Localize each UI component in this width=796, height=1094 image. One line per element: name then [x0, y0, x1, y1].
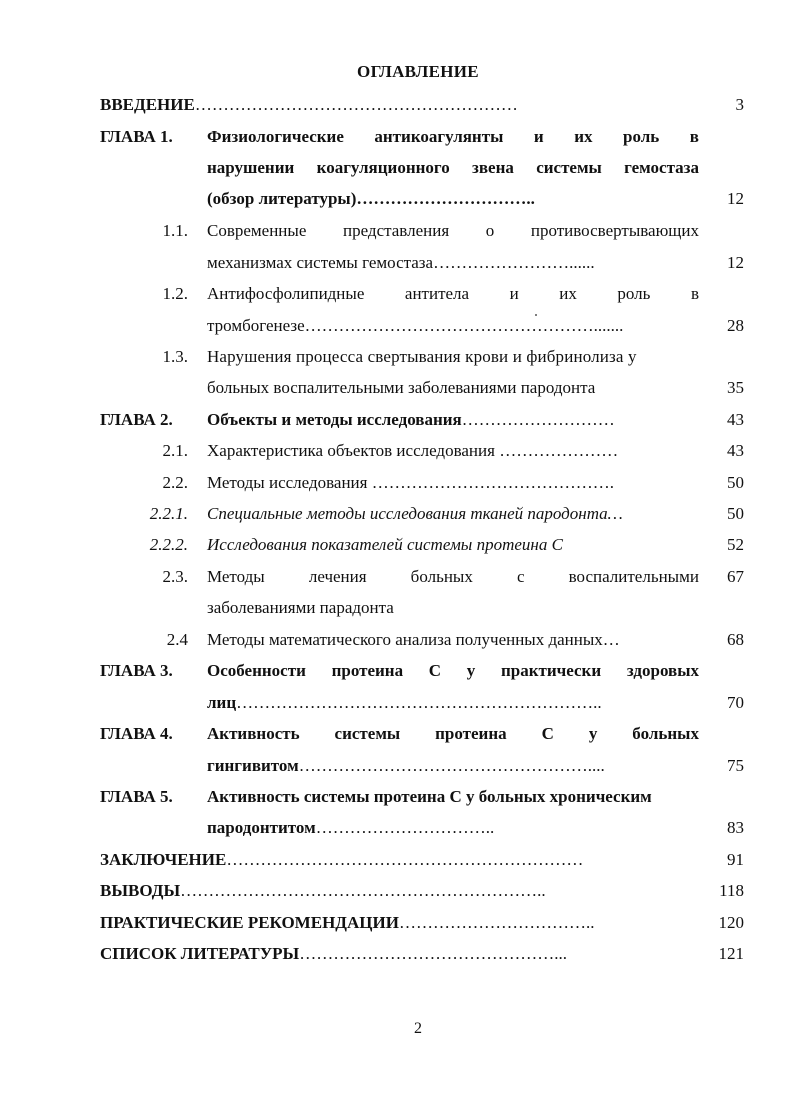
toc-entry-1-3-line-1: Нарушения процесса свертывания крови и фибринолиза у	[207, 347, 637, 366]
leader-dots: …………………………..	[315, 818, 495, 837]
toc-entry-references: СПИСОК ЛИТЕРАТУРЫ………………………………………...	[100, 944, 568, 963]
leader-dots: …………………………………………………	[194, 95, 518, 114]
page-number: 2	[414, 1020, 422, 1037]
leader-dots: ……………………......	[433, 253, 595, 272]
page-ref: 67	[727, 567, 744, 586]
toc-entry-2-2: Методы исследования …………………………………….	[207, 473, 614, 492]
toc-entry-chapter-1-line-2: нарушении коагуляционного звена системы гемостаза	[207, 158, 699, 177]
page-ref: 35	[727, 378, 744, 397]
toc-entry-1-3-line-2: больных воспалительными заболеваниями пародонта	[207, 378, 596, 397]
chapter-number: ГЛАВА 1.	[100, 127, 173, 146]
toc-entry-1-1-line-1: Современные представления о противосвертывающих	[207, 221, 699, 240]
section-number: 2.1.	[162, 441, 188, 460]
leader-dots: ………………………………………...	[299, 944, 568, 963]
leader-dots: ………………………………………………………	[226, 850, 584, 869]
page-ref: 68	[727, 630, 744, 649]
leader-dots: …………………	[499, 441, 619, 460]
page-title: ОГЛАВЛЕНИЕ	[357, 62, 479, 81]
leader-dots: ………………………………………………………..	[236, 693, 602, 712]
page-ref: 120	[718, 913, 744, 932]
chapter-number: ГЛАВА 4.	[100, 724, 173, 743]
page-ref: 43	[727, 410, 744, 429]
section-number: 2.2.2.	[149, 535, 188, 554]
toc-entry-2-4: Методы математического анализа полученных данных…	[207, 630, 620, 649]
entry-title: ВВЕДЕНИЕ	[100, 95, 195, 114]
page-ref: 70	[727, 693, 744, 712]
section-number: 2.2.1.	[149, 504, 188, 523]
section-number: 2.3.	[162, 567, 188, 586]
leader-dots: …………………………..	[356, 189, 535, 208]
leader-dots: ……………………………………………....	[298, 756, 605, 775]
toc-entry-1-1-line-2: механизмах системы гемостаза……………………......	[207, 253, 595, 272]
page-ref: 52	[727, 535, 744, 554]
page-ref: 50	[727, 504, 744, 523]
toc-entry-2-1: Характеристика объектов исследования …………………	[207, 441, 619, 460]
toc-entry-1-2-line-2: тромбогенезе…………………………………………….......	[207, 316, 624, 335]
toc-entry-chapter-3-line-1: Особенности протеина С у практически здоровых	[207, 661, 699, 680]
toc-entry-2-3-line-2: заболеваниями парадонта	[207, 598, 394, 617]
page-ref: 121	[718, 944, 744, 963]
toc-entry-2-2-2: Исследования показателей системы протеина С	[207, 535, 563, 554]
toc-entry-recommendations: ПРАКТИЧЕСКИЕ РЕКОМЕНДАЦИИ……………………………..	[100, 913, 595, 932]
leader-dots: …………………………………………….......	[304, 316, 624, 335]
toc-entry-chapter-4-line-1: Активность системы протеина С у больных	[207, 724, 699, 743]
toc-entry-chapter-1-line-1: Физиологические антикоагулянты и их роль в	[207, 127, 699, 146]
page-ref: 91	[727, 850, 744, 869]
leader-dots: ………………………	[461, 410, 615, 429]
page-ref: 12	[727, 253, 744, 272]
section-number: 1.3.	[162, 347, 188, 366]
toc-entry-chapter-3-line-2: лиц………………………………………………………..	[207, 693, 602, 712]
toc-entry-2-2-1: Специальные методы исследования тканей пародонта…	[207, 504, 623, 523]
section-number: 1.2.	[162, 284, 188, 303]
leader-dots: …………………………………….	[371, 473, 614, 492]
page-ref: 83	[727, 818, 744, 837]
toc-entry-chapter-5-line-1: Активность системы протеина С у больных хроническим	[207, 787, 652, 806]
toc-entry-chapter-5-line-2: пародонтитом…………………………..	[207, 818, 495, 837]
chapter-number: ГЛАВА 5.	[100, 787, 173, 806]
page-ref: 43	[727, 441, 744, 460]
leader-dots: ……………………………..	[398, 913, 595, 932]
chapter-number: ГЛАВА 2.	[100, 410, 173, 429]
page-ref: 28	[727, 316, 744, 335]
section-number: 2.2.	[162, 473, 188, 492]
section-number: 2.4	[166, 630, 188, 649]
toc-entry-introduction	[100, 95, 518, 115]
toc-entry-findings: ВЫВОДЫ………………………………………………………..	[100, 881, 546, 900]
toc-entry-chapter-2: Объекты и методы исследования………………………	[207, 410, 615, 429]
page-ref: 118	[719, 881, 744, 900]
page-ref: 50	[727, 473, 744, 492]
toc-entry-conclusion: ЗАКЛЮЧЕНИЕ………………………………………………………	[100, 850, 584, 869]
page-ref: 3	[735, 95, 744, 114]
leader-dots: ………………………………………………………..	[180, 881, 546, 900]
page-ref: 75	[727, 756, 744, 775]
toc-entry-chapter-4-line-2: гингивитом……………………………………………....	[207, 756, 605, 775]
toc-entry-1-2-line-1: Антифосфолипидные антитела и их роль в	[207, 284, 699, 303]
toc-entry-chapter-1-line-3: (обзор литературы)…………………………..	[207, 189, 535, 208]
chapter-number: ГЛАВА 3.	[100, 661, 173, 680]
toc-entry-2-3-line-1: Методы лечения больных с воспалительными	[207, 567, 699, 586]
section-number: 1.1.	[162, 221, 188, 240]
page-ref: 12	[727, 189, 744, 208]
